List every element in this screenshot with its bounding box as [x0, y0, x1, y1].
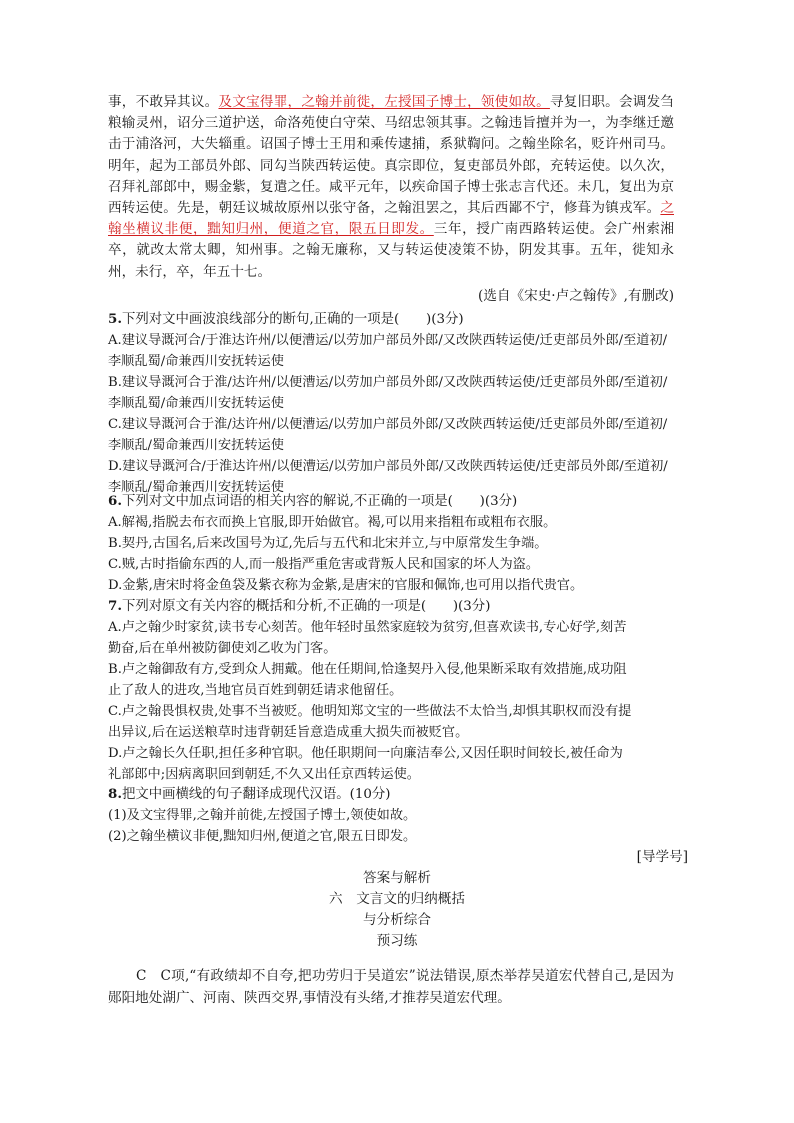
guide-number-tag: [导学号] — [636, 849, 688, 865]
question-stem — [108, 596, 678, 617]
question-text: 下列对文中画波浪线部分的断句,正确的一项是( )(3分) — [121, 312, 464, 327]
section-heading: 六 文言文的归纳概括 — [329, 891, 465, 907]
question-6 — [108, 491, 678, 596]
option-d: D.金紫,唐宋时将金鱼袋及紫衣称为金紫,是唐宋的官服和佩饰,也可用以指代贵官。 — [108, 578, 584, 593]
option-c: C.建议导溉河合于淮/达许州/以便漕运/以劳加户部员外郎/又改陕西转运使/迁吏部员外郎/至道初/李顺乱/蜀命兼西川安抚转运使 — [108, 417, 668, 453]
translation-sentence-1: (1)及文宝得罪,之翰并前徙,左授国子博士,领使如故。 — [108, 808, 417, 823]
option-a: A.解褐,指脱去布衣而换上官服,即开始做官。褐,可以用来指粗布或粗布衣服。 — [108, 515, 557, 530]
question-8 — [108, 784, 678, 847]
question-number: 8. — [108, 786, 122, 802]
option-b-line2: 止了敌人的进攻,当地官员百姓到朝廷请求他留任。 — [108, 683, 403, 698]
answer-heading: 答案与解析 — [363, 870, 431, 886]
question-7 — [108, 596, 678, 785]
question-text: 下列对文中加点词语的相关内容的解说,不正确的一项是( )(3分) — [121, 494, 518, 509]
option-d-line1: D.卢之翰长久任职,担任多种官职。他任职期间一向廉洁奉公,又因任职时间较长,被任命为 — [108, 746, 623, 761]
passage-text: 寻复旧职。会调发刍粮输灵州，诏分三道护送，命洛苑使白守荣、马绍忠领其事。之翰违旨擅并为一，为李继迁邀击于浦洛河，大失辎重。诏国子博士王用和乘传逮捕，系狱鞫问。之翰坐除名，贬许州司马。明年，起为工部员外郎、同勾当陕西转运使。真宗即位，复吏部员外郎，充转运使。以久次，召拜礼部郎中，赐金紫，复遣之任。咸平元年，以疾命国子博士张志言代还。未几，复出为京西转运使。先是，朝廷议城故原州以张守备，之翰沮罢之，其后西鄙不宁，修葺为镇戎军。 — [108, 94, 675, 217]
question-number: 5. — [108, 311, 122, 327]
question-text: 把文中画横线的句子翻译成现代汉语。(10分) — [121, 787, 391, 802]
option-b: B.建议导溉河合于淮/达许州/以便漕运/以劳加户部员外郎/又改陕西转运使/迁吏部员外郎/至道初/李顺乱蜀/命兼西川安抚转运使 — [108, 375, 668, 411]
question-text: 下列对原文有关内容的概括和分析,不正确的一项是( )(3分) — [121, 599, 491, 614]
question-number: 7. — [108, 598, 122, 614]
underlined-sentence-1: 及文宝得罪，之翰并前徙，左授国子博士，领使如故。 — [218, 94, 550, 110]
question-number: 6. — [108, 493, 122, 509]
option-c-line2: 出异议,后在运送粮草时违背朝廷旨意造成重大损失而被贬官。 — [108, 725, 469, 740]
source-citation: (选自《宋史·卢之翰传》,有删改) — [478, 288, 674, 304]
practice-heading: 预习练 — [376, 933, 418, 949]
section-subheading: 与分析综合 — [363, 912, 431, 928]
option-a-line2: 勤奋,后在单州被防御使刘乙收为门客。 — [108, 641, 337, 656]
question-stem — [108, 491, 678, 512]
option-c: C.贼,古时指偷东西的人,而一般指严重危害或背叛人民和国家的坏人为盗。 — [108, 557, 540, 572]
option-a: A.建议导溉河合/于淮达许州/以便漕运/以劳加户部员外郎/又改陕西转运使/迁吏部员外郎/至道初/李顺乱蜀/命兼西川安抚转运使 — [108, 333, 668, 369]
passage-text: 事，不敢异其议。 — [108, 94, 219, 110]
option-d-line2: 礼部郎中;因病离职回到朝廷,不久又出任京西转运使。 — [108, 767, 420, 782]
passage-paragraph — [108, 92, 674, 283]
passage-text: 三年，授广南西路转运使。会广州索湘卒，就改太常太卿，知州事。之翰无廉称，又与转运使凌策不协，阴发其事。五年，徙知永州，未行，卒，年五十七。 — [108, 221, 675, 280]
option-d: D.建议导溉河合/于淮达许州/以便漕运/以劳加户部员外郎/又改陕西转运使/迁吏部员外郎/至道初/李顺乱/蜀命兼西川安抚转运使 — [108, 459, 668, 495]
translation-sentence-2: (2)之翰坐横议非便,黜知归州,便道之官,限五日即发。 — [108, 829, 417, 844]
option-b: B.契丹,古国名,后来改国号为辽,先后与五代和北宋并立,与中原常发生争端。 — [108, 536, 548, 551]
option-a-line1: A.卢之翰少时家贫,读书专心刻苦。他年轻时虽然家庭较为贫穷,但喜欢读书,专心好学,刻苦 — [108, 620, 627, 635]
answer-explanation: C C项,“有政绩却不自夸,把功劳归于吴道宏”说法错误,原杰举荐吴道宏代替自己,是因为郧阳地处湖广、河南、陕西交界,事情没有头绪,才推荐吴道宏代理。 — [108, 968, 674, 1006]
option-b-line1: B.卢之翰御敌有方,受到众人拥戴。他在任期间,恰逢契丹入侵,他果断采取有效措施,成功阻 — [108, 662, 627, 677]
question-stem — [108, 784, 678, 805]
question-stem — [108, 309, 678, 330]
underlined-sentence-2: 之翰坐横议非便，黜知归州，便道之官，限五日即发。 — [108, 200, 674, 238]
option-c-line1: C.卢之翰畏惧权贵,处事不当被贬。他明知郑文宝的一些做法不太恰当,却惧其职权而没有提 — [108, 704, 632, 719]
question-5 — [108, 309, 678, 498]
